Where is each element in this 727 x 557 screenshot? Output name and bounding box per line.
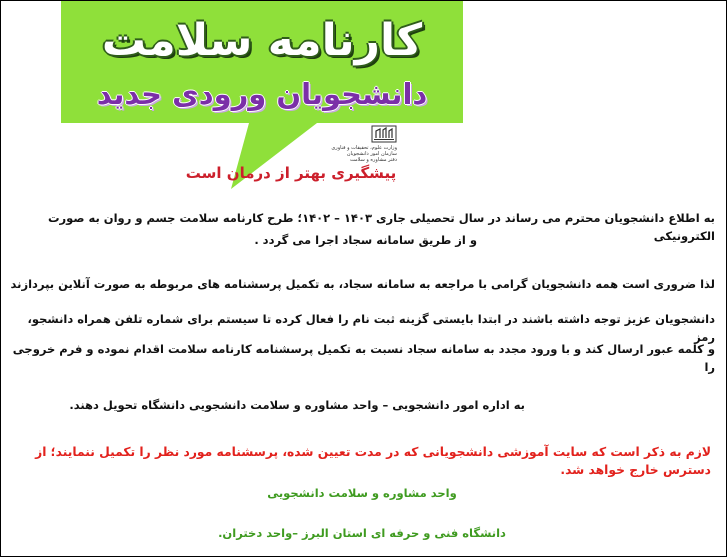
paragraph-1-continued: و از طریق سامانه سجاد اجرا می گردد . <box>254 233 477 247</box>
logo-line-2: سازمان امور دانشجویان <box>346 151 397 157</box>
signature-university: دانشگاه فنی و حرفه ای استان البرز –واحد دختران. <box>218 525 506 540</box>
logo-line-1: وزارت علوم، تحقیقات و فناوری <box>331 145 397 151</box>
banner-subtitle: دانشجویان ورودی جدید <box>96 77 428 111</box>
logo-line-3: دفتر مشاوره و سلامت <box>350 157 397 163</box>
title-banner <box>59 1 465 191</box>
banner-title: کارنامه سلامت <box>101 15 423 66</box>
paragraph-2: لذا ضروری است همه دانشجویان گرامی با مراجعه به سامانه سجاد، به تکمیل پرسشنامه های مربوطه به صورت آنلاین بپردازند <box>10 277 715 291</box>
slogan-text: پیشگیری بهتر از درمان است <box>185 164 397 182</box>
ministry-logo-icon <box>371 125 397 143</box>
ministry-logo-block <box>331 125 401 167</box>
signature-unit: واحد مشاوره و سلامت دانشجویی <box>267 485 457 500</box>
warning-notice: لازم به ذکر است که سایت آموزشی دانشجویانی که در مدت تعیین شده، پرسشنامه مورد نظر را تکمیل ننمایند؛ از دسترس خارج خواهد شد. <box>35 445 711 478</box>
paragraph-1: به اطلاع دانشجویان محترم می رساند در سال تحصیلی جاری ۱۴۰۳ – ۱۴۰۲؛ طرح کارنامه سلامت جسم و روان به صورت الکترونیکی <box>47 211 715 243</box>
paragraph-5: به اداره امور دانشجویی – واحد مشاوره و سلامت دانشجویی دانشگاه تحویل دهند. <box>69 398 525 412</box>
paragraph-3: دانشجویان عزیز توجه داشته باشند در ابتدا بایستی گزینه ثبت نام را فعال کرده تا سیستم برای شماره تلفن همراه دانشجو، رمز <box>27 312 715 344</box>
paragraph-4: و کلمه عبور ارسال کند و با ورود مجدد به سامانه سجاد نسبت به تکمیل پرسشنامه کارنامه سلامت اقدام نموده و فرم خروجی را <box>12 342 715 374</box>
